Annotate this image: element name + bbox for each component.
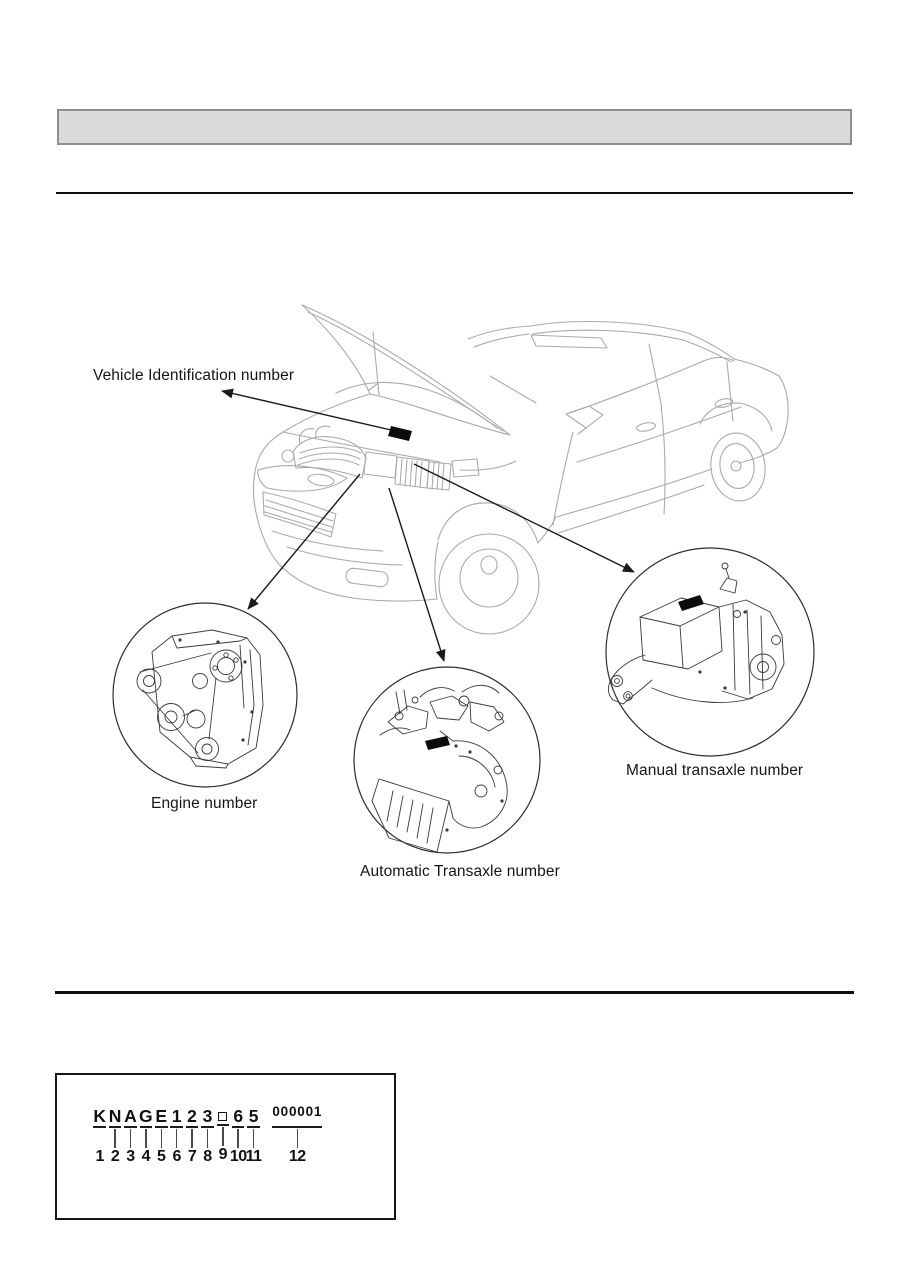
vin-position-number: 7 [187,1147,197,1165]
sunroof [531,335,607,348]
vin-position-number: 3 [126,1147,135,1165]
vin-char-underline [124,1126,137,1128]
automatic-transaxle-number-label: Automatic Transaxle number [360,863,560,880]
vin-character: A [124,1106,137,1126]
automatic-transaxle-callout-circle [354,667,540,853]
vin-tick-line [207,1129,209,1148]
vin-tick-line [253,1129,255,1148]
vin-position-number: 1 [95,1147,104,1165]
empty-square-glyph [218,1112,227,1121]
vin-tick-line [176,1129,178,1148]
vin-position-number: 5 [157,1147,166,1165]
vin-leader-arrow [222,391,391,430]
vin-char-underline [201,1126,214,1128]
vin-character: K [93,1106,107,1126]
vin-char-underline [217,1124,230,1126]
vin-char-column [92,1106,107,1165]
vin-tick-line [145,1129,147,1148]
vin-serial-underline [272,1126,322,1128]
vin-position-number: 2 [110,1147,120,1165]
roof-and-body [468,322,788,543]
manual-transaxle-number-label: Manual transaxle number [626,762,804,779]
vin-character: 6 [233,1106,244,1126]
vin-callout-label: Vehicle Identification number [93,367,295,384]
manual-leader-arrow [414,464,634,572]
vin-tick-line [161,1129,163,1148]
vin-character: 3 [202,1106,213,1126]
vin-char-column [200,1106,215,1165]
vin-char-underline [232,1126,245,1128]
fog-lamp [345,568,389,588]
vin-char-column [184,1106,199,1165]
vin-char-column [154,1106,169,1165]
bottom-divider-line [55,991,854,994]
vin-position-number: 8 [203,1147,212,1165]
vin-char-underline [155,1126,168,1128]
vin-tick-line [237,1129,239,1148]
front-wheel [435,503,539,634]
vin-plate [388,426,412,441]
vin-tick-line [191,1129,193,1148]
vin-char-underline [170,1126,183,1128]
vin-char-underline [109,1126,122,1128]
vin-tick-line [130,1129,132,1148]
front-door-handle [636,421,656,432]
vin-tick-line [114,1129,116,1148]
vin-serial-column [269,1104,325,1165]
engine-number-label: Engine number [151,795,258,812]
vin-position-number: 10 [229,1147,247,1165]
vin-char-column [123,1106,138,1165]
vin-char-underline [247,1126,260,1128]
vin-character: N [108,1106,122,1126]
vin-position-number: 12 [288,1147,306,1165]
vin-character: G [139,1106,153,1126]
vin-character: 1 [171,1106,182,1126]
vin-char-underline [186,1126,199,1128]
side-mirror [566,406,603,434]
vin-character: 2 [187,1106,197,1126]
vin-position-number: 9 [218,1145,228,1163]
automatic-leader-arrow [389,488,444,661]
vin-position-number: 4 [141,1147,151,1165]
brand-badge [307,473,334,488]
vin-char-underline [93,1126,106,1128]
vin-tick-line [222,1127,224,1146]
vin-breakdown-box [55,1073,396,1220]
vin-character: E [155,1106,168,1126]
vin-serial-number: 000001 [272,1104,323,1119]
vin-char-column [215,1109,230,1163]
vin-character: 5 [248,1106,259,1126]
vin-tick-line [297,1129,299,1148]
vin-char-column [169,1106,184,1165]
vin-char-column [245,1106,262,1165]
section-header-bar [57,109,852,145]
vin-char-column [107,1106,122,1165]
headlight [258,466,347,492]
vin-position-number: 6 [172,1147,181,1165]
vin-char-column [138,1106,153,1165]
vin-position-number: 11 [245,1147,262,1165]
vin-char-underline [140,1126,153,1128]
open-hood [302,305,510,435]
vin-char-column [229,1106,247,1165]
